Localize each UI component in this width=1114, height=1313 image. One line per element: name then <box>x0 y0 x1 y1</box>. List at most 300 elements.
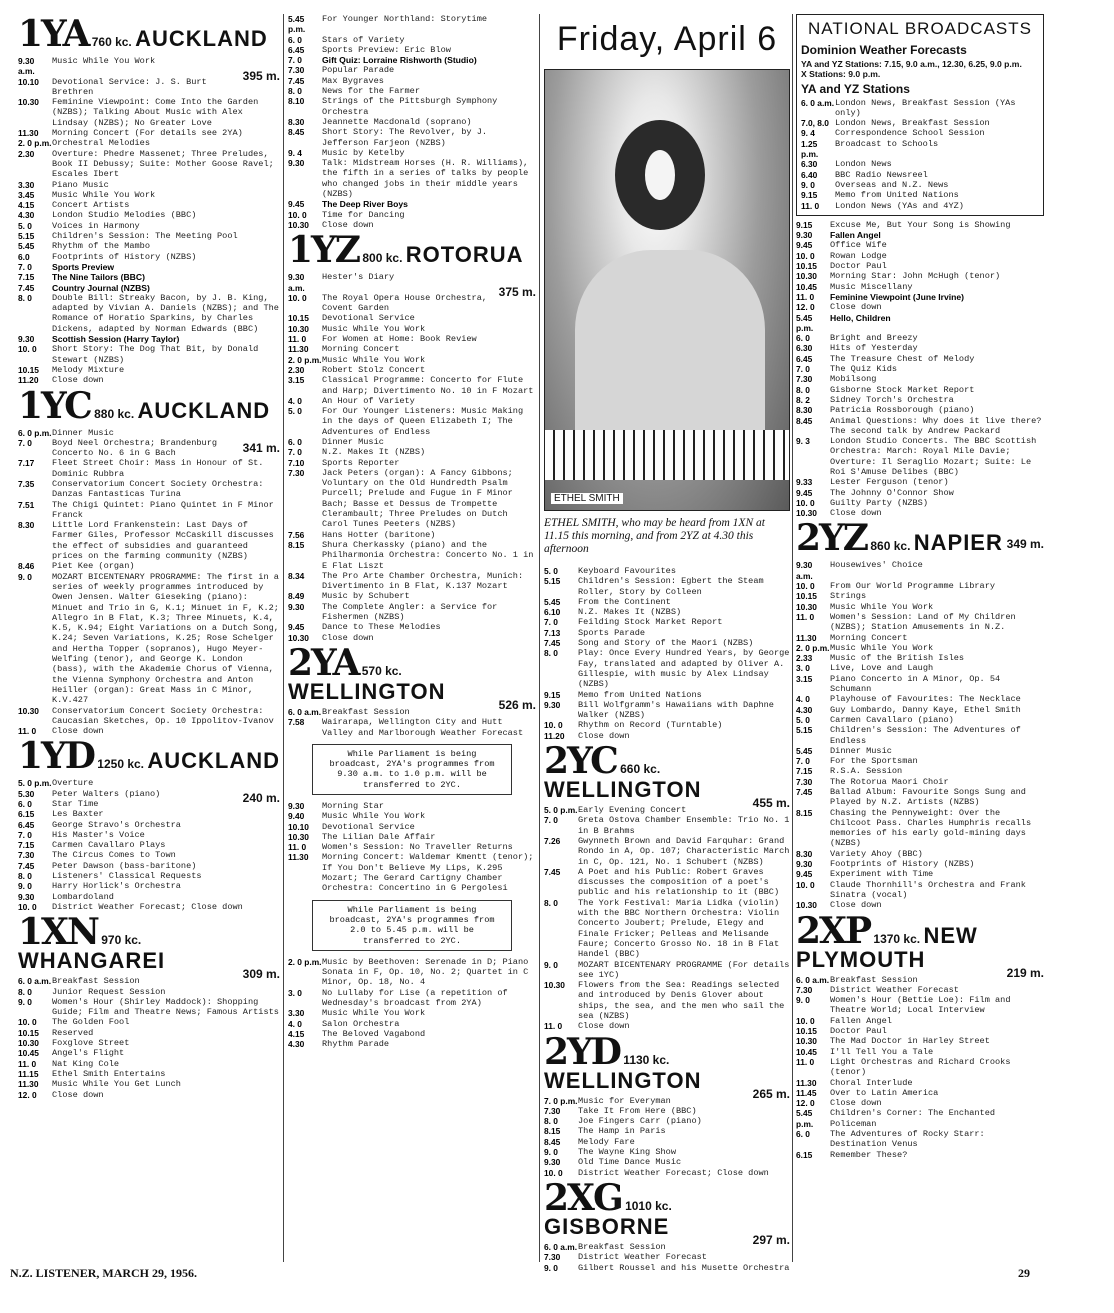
station-header <box>796 517 1044 560</box>
programme-time: 7. 0 <box>796 364 810 375</box>
programme-time: 7.17 <box>18 458 35 469</box>
programme-title: Listeners' Classical Requests <box>52 871 202 882</box>
programme-time: 5.45 p.m. <box>288 14 306 35</box>
programme-time: 9.30 a.m. <box>18 56 35 77</box>
programme-row <box>288 707 499 717</box>
programme-title: Close down <box>830 900 882 911</box>
programme-time: 7. 0 <box>18 437 32 448</box>
programme-row <box>18 1059 280 1069</box>
programme-row <box>544 1157 790 1167</box>
programme-title: Children's Session: Egbert the Steam Roller, Story by Colleen <box>578 576 764 597</box>
programme-time: 6.45 <box>796 353 813 364</box>
programme-title: Double Bill: Streaky Bacon, by J. B. King, adapted by Vivian A. Daniels (NZBS); and The Romance of Horatio Sparkins, by Charles Dickens, adapted by Norman Edwards (BBC) <box>52 292 279 334</box>
programme-time: 1.25 p.m. <box>801 138 819 160</box>
programme-row <box>288 365 536 375</box>
programme-row <box>18 861 280 871</box>
programme-row <box>18 976 243 986</box>
page-number: 29 <box>1018 1266 1030 1280</box>
programme-row <box>796 612 1044 633</box>
programme-time: 10.30 <box>18 97 39 108</box>
programme-title: Music While You Work <box>830 642 934 653</box>
programme-time: 7.30 <box>796 374 813 385</box>
programme-time: 5.45 <box>796 745 813 756</box>
programme-row <box>796 1150 1044 1160</box>
station-frequency: 880 kc. <box>90 406 138 421</box>
programme-row <box>801 128 1039 138</box>
programme-title: Dance to These Melodies <box>322 622 441 633</box>
programme-time: 6.45 <box>18 819 35 830</box>
programme-time: 5. 0 <box>544 566 558 576</box>
programme-row <box>544 1147 790 1157</box>
programme-title: Gwynneth Brown and David Farquhar: Grand Rondo in A, Op. 107; Characteristic March in C, Op. 121, No. 1 Schubert (NZBS) <box>578 835 790 867</box>
programme-time: 2. 0 p.m. <box>288 956 322 967</box>
programme-row <box>801 180 1039 190</box>
programme-title: Close down <box>322 219 374 230</box>
programme-title: Claude Thornhill's Orchestra and Frank Sinatra (vocal) <box>830 879 1026 900</box>
station-callsign: 2XP <box>796 909 871 952</box>
programme-row <box>796 777 1044 787</box>
programme-time: 7.30 <box>288 65 305 76</box>
programme-row <box>796 694 1044 704</box>
programme-row <box>18 149 280 180</box>
programme-time: 11.30 <box>288 852 309 863</box>
programme-time: 7. 0 <box>18 829 32 840</box>
programme-title: Patricia Rossborough (piano) <box>830 405 975 416</box>
programme-title: Over to Latin America <box>830 1087 939 1098</box>
programme-row <box>288 210 536 220</box>
programme-title: Feilding Stock Market Report <box>578 617 723 628</box>
programme-time: 3. 0 <box>796 663 810 674</box>
programme-title: Children's Session: The Meeting Pool <box>52 231 238 242</box>
programme-time: 4.15 <box>18 200 35 211</box>
programme-row <box>796 787 1044 808</box>
programme-time: 9.30 <box>544 1157 561 1168</box>
programme-title: Gisborne Stock Market Report <box>830 384 975 395</box>
programme-time: 6. 0 a.m. <box>801 97 835 108</box>
programme-row <box>796 488 1044 498</box>
programme-time: 2.33 <box>796 653 813 664</box>
programme-title: Classical Programme: Concerto for Flute and Harp; Divertimento No. 10 in F Mozart <box>322 375 534 396</box>
programme-title: Piano Concerto in A Minor, Op. 54 Schumann <box>830 673 1001 695</box>
programme-time: 6. 0 <box>796 333 810 344</box>
programme-time: 11.30 <box>288 344 309 355</box>
programme-title: Ballad Album: Favourite Songs Sung and Played by N.Z. Artists (NZBS) <box>830 787 1026 808</box>
programme-row <box>801 190 1039 200</box>
station-callsign: 2YA <box>288 641 359 684</box>
programme-row <box>18 458 280 479</box>
programme-title: Rowan Lodge <box>830 250 887 261</box>
programme-row <box>796 633 1044 643</box>
programme-time: 6. 0 <box>288 34 302 45</box>
programme-title: Close down <box>52 1089 104 1100</box>
programme-title: Ethel Smith Entertains <box>52 1068 166 1079</box>
programme-title: Fleet Street Choir: Mass in Honour of St. Dominic Rubbra <box>52 458 264 479</box>
programme-time: 5. 0 <box>796 714 810 725</box>
programme-row <box>544 960 790 981</box>
programme-row <box>796 808 1044 849</box>
programme-title: Harry Horlick's Orchestra <box>52 881 181 892</box>
programme-time: 11. 0 <box>544 1021 563 1032</box>
programme-time: 6. 0 p.m. <box>18 427 52 438</box>
programme-title: For the Sportsman <box>830 756 918 767</box>
station-wavelength: 375 m. <box>498 285 536 300</box>
programme-title: Feminine Viewpoint (June Irvine) <box>830 291 965 302</box>
programme-title: For Younger Northland: Storytime <box>322 14 488 24</box>
programme-title: The York Festival: Maria Lidka (violin) with the BBC Northern Orchestra: Violin Concerto Joubert; Prelude, Elegy and Finale Fricker; Pelleas and Melisande Faure; Concerto Grosso No. 18 in B Flat Handel (BBC) <box>578 897 780 960</box>
programme-row <box>288 35 536 45</box>
programme-title: Close down <box>578 1021 630 1032</box>
programme-title: Song and Story of the Maori (NZBS) <box>578 638 754 649</box>
programme-row <box>288 76 536 86</box>
programme-row <box>18 778 243 788</box>
ya-yz-heading: YA and YZ Stations <box>801 81 910 96</box>
programme-time: 11.20 <box>544 730 565 741</box>
programme-time: 10.30 <box>796 271 817 282</box>
programme-row <box>796 995 1044 1016</box>
station-callsign: 1XN <box>18 911 98 954</box>
programme-title: London News, Breakfast Session <box>835 118 990 129</box>
programme-row <box>796 766 1044 776</box>
programme-row <box>18 262 280 272</box>
programme-title: BBC Radio Newsreel <box>835 169 928 180</box>
station-callsign: 2YD <box>544 1030 620 1073</box>
station-callsign: 1YC <box>18 384 91 427</box>
programme-title: The Wayne King Show <box>578 1147 676 1158</box>
programme-time: 7. 0 <box>18 261 32 272</box>
programme-row <box>18 809 280 819</box>
station-wavelength: 219 m. <box>1006 965 1044 980</box>
programme-time: 10. 0 <box>544 1167 563 1178</box>
programme-row <box>796 271 1044 281</box>
programme-title: Breakfast Session <box>52 976 140 987</box>
programme-time: 9.15 <box>796 219 813 230</box>
programme-time: 9.45 <box>288 199 305 210</box>
programme-title: Piet Kee (organ) <box>52 561 135 572</box>
programme-title: Office Wife <box>830 240 887 251</box>
programme-time: 3.30 <box>288 1008 305 1019</box>
programme-title: Peter Dawson (bass-baritone) <box>52 860 197 871</box>
programme-title: Choral Interlude <box>830 1077 913 1088</box>
programme-time: 7.56 <box>288 529 305 540</box>
programme-title: The Mad Doctor in Harley Street <box>830 1036 990 1047</box>
programme-row <box>288 375 536 396</box>
programme-row <box>796 251 1044 261</box>
programme-title: Memo from United Nations <box>835 190 959 201</box>
programme-title: Children's Corner: The Enchanted Policeman <box>830 1108 996 1129</box>
programme-row <box>18 180 280 190</box>
programme-row <box>18 1090 280 1100</box>
programme-time: 11. 0 <box>796 1056 815 1067</box>
programme-time: 10.30 <box>796 900 817 911</box>
station-wavelength: 297 m. <box>752 1232 790 1247</box>
programme-title: London News, Breakfast Session (YAs only) <box>835 97 1016 118</box>
programme-row <box>18 706 280 727</box>
programme-row <box>18 77 243 98</box>
programme-row <box>18 871 280 881</box>
programme-time: 10.30 <box>18 1038 39 1049</box>
column-1 <box>18 14 280 1100</box>
programme-row <box>796 1078 1044 1088</box>
programme-title: The Beloved Vagabond <box>322 1028 426 1039</box>
programme-title: Close down <box>830 302 882 313</box>
programme-time: 8.30 <box>18 520 35 531</box>
programme-time: 9. 0 <box>18 571 32 582</box>
programme-title: Mobilsong <box>830 374 877 385</box>
programme-title: Footprints of History (NZBS) <box>52 251 197 262</box>
programme-title: Music by Beethoven: Serenade in D; Piano Sonata in F, Op. 10, No. 2; Quartet in C Minor, Op. 18, No. 4 <box>322 956 529 988</box>
page-heading: Friday, April 6 <box>556 20 778 58</box>
programme-time: 7.15 <box>18 272 35 283</box>
programme-row <box>288 957 536 988</box>
programme-row <box>544 720 790 730</box>
programme-time: 9. 0 <box>544 959 558 970</box>
programme-row <box>18 997 280 1018</box>
programme-time: 9.45 <box>288 622 305 633</box>
programme-title: Close down <box>52 726 104 737</box>
programme-time: 4.15 <box>288 1028 305 1039</box>
station-city: WELLINGTON <box>544 1067 702 1093</box>
programme-title: Short Story: The Revolver, by J. Jefferson Farjeon (NZBS) <box>322 127 488 148</box>
programme-time: 3.15 <box>796 673 813 684</box>
programme-time: 7.30 <box>544 1252 561 1263</box>
programme-title: Jack Peters (organ): A Fancy Gibbons; Voluntary on the Old Hundredth Psalm Purcell; Prelude and Fugue in F Minor Bach; Basse et Dessus de Trompette Clerambault; Three Preludes on Dutch Carol Tunes Peeters (NZBS) <box>322 467 513 530</box>
programme-time: 8.45 <box>544 1136 561 1147</box>
programme-time: 5. 0 <box>18 220 32 231</box>
programme-row <box>18 283 280 293</box>
programme-title: The Deep River Boys <box>322 199 408 210</box>
programme-title: Playhouse of Favourites: The Necklace <box>830 694 1021 705</box>
programme-title: Dinner Music <box>830 745 892 756</box>
programme-time: 5.45 <box>544 596 561 607</box>
programme-row <box>288 622 536 632</box>
programme-row <box>288 14 536 35</box>
programme-title: Short Story: The Dog That Bit, by Donald Stewart (NZBS) <box>52 344 259 365</box>
programme-row <box>288 571 536 592</box>
station-city: NAPIER <box>913 530 1003 556</box>
programme-time: 8.30 <box>796 848 813 859</box>
programme-title: Broadcast to Schools <box>835 138 939 149</box>
programme-time: 11. 0 <box>796 291 815 302</box>
parliament-notice: While Parliament is being broadcast, 2YA's programmes from 9.30 a.m. to 1.0 p.m. will be transferred to 2YC. <box>312 744 512 795</box>
programme-row <box>544 867 790 898</box>
programme-time: 10.30 <box>288 323 309 334</box>
programme-row <box>796 725 1044 746</box>
programme-title: Remember These? <box>830 1149 908 1160</box>
programme-row <box>796 756 1044 766</box>
programme-title: Overseas and N.Z. News <box>835 179 949 190</box>
programme-time: 11.30 <box>18 1079 39 1090</box>
programme-time: 9. 0 <box>544 1262 558 1273</box>
programme-row <box>18 830 280 840</box>
programme-title: Strings of the Pittsburgh Symphony Orchestra <box>322 96 498 117</box>
programme-row <box>796 715 1044 725</box>
programme-row <box>18 561 280 571</box>
programme-title: Music While You Work <box>322 323 426 334</box>
programme-time: 12. 0 <box>18 1089 37 1100</box>
programme-row <box>288 602 536 623</box>
programme-row <box>544 566 790 576</box>
programme-time: 10. 0 <box>796 250 815 261</box>
programme-row <box>796 602 1044 612</box>
programme-row <box>801 98 1039 119</box>
programme-title: Star Time <box>52 799 99 809</box>
programme-row <box>796 653 1044 663</box>
programme-title: N.Z. Makes It (NZBS) <box>578 607 682 618</box>
programme-time: 10. 0 <box>288 209 307 220</box>
programme-title: Sports Reporter <box>322 457 400 468</box>
programme-row <box>18 1079 280 1089</box>
programme-time: 9.30 <box>796 230 813 241</box>
programme-title: Shura Cherkassky (piano) and the Philharmonia Orchestra: Concerto No. 1 in E Flat Liszt <box>322 539 534 571</box>
station-wavelength: 265 m. <box>752 1086 790 1101</box>
programme-title: The Rotorua Maori Choir <box>830 776 949 787</box>
programme-row <box>796 643 1044 653</box>
column-3 <box>544 14 790 1273</box>
programme-title: R.S.A. Session <box>830 766 903 777</box>
station-city: NEW PLYMOUTH <box>796 922 978 972</box>
programme-time: 10.45 <box>18 1048 39 1059</box>
programme-title: Boyd Neel Orchestra; Brandenburg Concerto No. 6 in G Bach <box>52 437 218 459</box>
programme-row <box>796 869 1044 879</box>
programme-time: 8.30 <box>288 116 305 127</box>
programme-time: 5.15 <box>796 725 813 736</box>
programme-time: 7. 0 <box>544 815 558 826</box>
programme-row <box>796 302 1044 312</box>
programme-time: 7.45 <box>18 282 35 293</box>
programme-title: Morning Concert <box>830 632 908 643</box>
programme-time: 10.30 <box>288 831 309 842</box>
programme-title: The Johnny O'Connor Show <box>830 487 954 498</box>
programme-time: 11. 0 <box>796 611 815 622</box>
programme-row <box>796 674 1044 695</box>
programme-title: Piano Music <box>52 179 109 190</box>
programme-title: Fallen Angel <box>830 230 881 241</box>
programme-row <box>544 1106 790 1116</box>
programme-time: 11. 0 <box>801 200 820 211</box>
programme-title: Close down <box>52 375 104 386</box>
programme-row <box>796 1108 1044 1129</box>
programme-row <box>796 477 1044 487</box>
programme-row <box>288 1029 536 1039</box>
programme-row <box>288 396 536 406</box>
programme-title: Hans Hotter (baritone) <box>322 529 436 540</box>
programme-time: 9. 3 <box>796 436 810 447</box>
programme-row <box>796 560 1044 581</box>
programme-title: London Studio Melodies (BBC) <box>52 210 197 221</box>
programme-time: 10.30 <box>796 1036 817 1047</box>
programme-time: 7.26 <box>544 835 561 846</box>
programme-title: Music While You Work <box>322 811 426 822</box>
programme-row <box>796 292 1044 302</box>
programme-title: Time for Dancing <box>322 209 405 220</box>
programme-time: 7.15 <box>18 840 35 851</box>
programme-row <box>18 840 280 850</box>
programme-time: 9. 0 <box>18 881 32 892</box>
programme-time: 6.30 <box>801 159 818 170</box>
programme-time: 10.15 <box>18 364 39 375</box>
programme-time: 7.45 <box>18 860 35 871</box>
programme-title: A Poet and his Public: Robert Graves discusses the composition of a poet's public and his relationship to it (BBC) <box>578 866 780 898</box>
programme-title: Music While You Work <box>830 601 934 612</box>
programme-row <box>18 789 243 799</box>
programme-row <box>18 850 280 860</box>
programme-title: Chasing the Pennyweight: Over the Chilcoot Pass. Charles Humphris recalls memories of his early gold-mining days (NZBS) <box>830 807 1032 849</box>
programme-row <box>796 313 1044 334</box>
programme-row <box>544 628 790 638</box>
programme-title: District Weather Forecast; Close down <box>52 901 243 912</box>
programme-row <box>288 530 536 540</box>
programme-time: 7.10 <box>288 457 305 468</box>
programme-title: Music While You Get Lunch <box>52 1079 181 1090</box>
programme-time: 11. 0 <box>18 1058 37 1069</box>
programme-time: 11.30 <box>796 632 817 643</box>
programme-time: 2.30 <box>288 364 305 375</box>
programme-row <box>288 355 536 365</box>
programme-time: 6. 0 a.m. <box>796 974 830 985</box>
programme-row <box>544 1242 753 1252</box>
photo-description: ETHEL SMITH, who may be heard from 1XN at 11.15 this morning, and from 2YZ at 4.30 this afternoon <box>544 517 765 555</box>
programme-row <box>18 799 243 809</box>
programme-row <box>796 1088 1044 1098</box>
programme-title: Orchestral Melodies <box>52 138 150 149</box>
programme-row <box>288 313 536 323</box>
programme-row <box>796 705 1044 715</box>
programme-row <box>18 572 280 706</box>
programme-row <box>544 1116 790 1126</box>
programme-row <box>18 987 280 997</box>
programme-time: 6. 0 <box>796 1129 810 1140</box>
programme-row <box>796 333 1044 343</box>
programme-row <box>18 334 280 344</box>
programme-row <box>18 365 280 375</box>
programme-row <box>544 980 790 1021</box>
programme-title: Morning Star <box>322 801 384 811</box>
programme-time: 4. 0 <box>796 694 810 705</box>
programme-row <box>18 128 280 138</box>
station-frequency: 1250 kc. <box>93 757 148 772</box>
programme-time: 8.34 <box>288 570 305 581</box>
programme-row <box>288 1039 536 1049</box>
programme-row <box>796 374 1044 384</box>
programme-title: The Complete Angler: a Service for Fishermen (NZBS) <box>322 601 498 623</box>
programme-time: 9.45 <box>796 869 813 880</box>
station-callsign: 2YZ <box>796 517 868 560</box>
programme-row <box>796 880 1044 901</box>
programme-time: 11.20 <box>18 375 39 386</box>
programme-time: 8. 0 <box>544 897 558 908</box>
programme-title: Gilbert Roussel and his Musette Orchestra <box>578 1262 790 1273</box>
programme-time: 7.45 <box>544 866 561 877</box>
programme-title: Music of the British Isles <box>830 653 965 664</box>
programme-time: 7. 0 <box>288 447 302 458</box>
programme-time: 10.30 <box>18 705 39 716</box>
programme-time: 6. 0 a.m. <box>288 706 322 717</box>
programme-time: 4.30 <box>796 704 813 715</box>
programme-time: 2.30 <box>18 148 35 159</box>
programme-time: 9.30 <box>288 601 305 612</box>
programme-row <box>796 405 1044 415</box>
programme-time: 10.30 <box>796 508 817 519</box>
programme-title: Wairarapa, Wellington City and Hutt Valley and Marlborough Weather Forecast <box>322 717 524 738</box>
programme-title: From the Continent <box>578 596 671 607</box>
programme-time: 6. 0 <box>18 799 32 809</box>
programme-title: Devotional Service <box>322 313 415 324</box>
programme-title: Footprints of History (NZBS) <box>830 859 975 870</box>
programme-time: 8. 0 <box>18 871 32 882</box>
programme-row <box>796 1016 1044 1026</box>
programme-row <box>288 334 536 344</box>
programme-title: Conservatorium Concert Society Orchestra: Caucasian Sketches, Op. 10 Ippolitov-Ivanov <box>52 705 274 726</box>
